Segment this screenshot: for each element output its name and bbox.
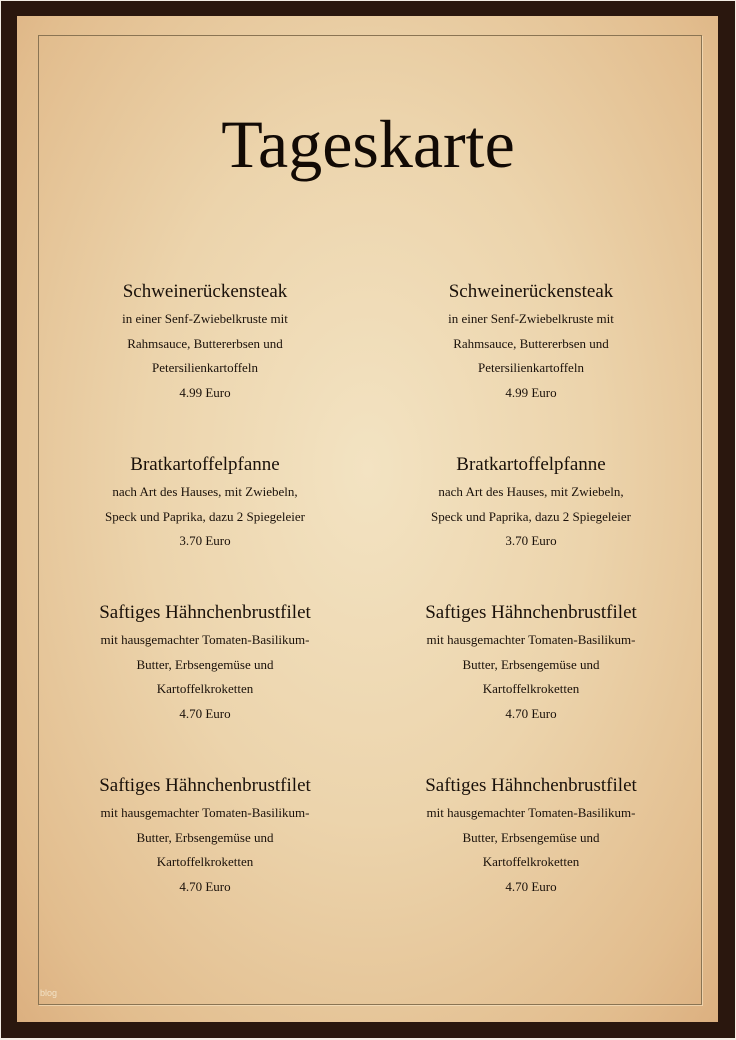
dish-description: Butter, Erbsengemüse und: [462, 656, 600, 672]
dish-item: [55, 280, 355, 406]
dish-description: mit hausgemachter Tomaten-Basilikum-: [100, 805, 310, 820]
dish-item: [381, 774, 681, 900]
dish-price: 4.70 Euro: [505, 706, 557, 722]
dish-description: Butter, Erbsengemüse und: [136, 829, 274, 845]
dish-description: Rahmsauce, Buttererbsen und: [453, 335, 609, 351]
dish-name: Schweinerückensteak: [448, 281, 614, 302]
dish-item: [55, 453, 355, 554]
dish-description: mit hausgemachter Tomaten-Basilikum-: [100, 632, 310, 647]
dish-price: 4.70 Euro: [179, 706, 231, 722]
dish-description: nach Art des Hauses, mit Zwiebeln,: [112, 484, 298, 499]
dish-description: Kartoffelkroketten: [156, 681, 254, 697]
dish-description: in einer Senf-Zwiebelkruste mit: [122, 311, 288, 326]
dish-description: Petersilienkartoffeln: [478, 360, 584, 376]
page-title: Tageskarte: [221, 106, 515, 182]
dish-price: 4.70 Euro: [505, 879, 557, 895]
dish-description: Kartoffelkroketten: [482, 681, 580, 697]
dish-price: 4.99 Euro: [179, 385, 231, 401]
dish-name: Bratkartoffelpfanne: [130, 454, 280, 475]
watermark-text: blog: [40, 988, 58, 998]
dish-item: [55, 774, 355, 900]
dish-description: Kartoffelkroketten: [482, 854, 580, 870]
dish-name: Bratkartoffelpfanne: [456, 454, 606, 475]
dish-description: nach Art des Hauses, mit Zwiebeln,: [438, 484, 624, 499]
dish-item: [381, 280, 681, 406]
dish-name: Saftiges Hähnchenbrustfilet: [99, 602, 311, 623]
dish-item: [55, 601, 355, 727]
dish-description: Speck und Paprika, dazu 2 Spiegeleier: [105, 508, 305, 524]
dish-item: [381, 601, 681, 727]
dish-description: mit hausgemachter Tomaten-Basilikum-: [426, 805, 636, 820]
dish-name: Saftiges Hähnchenbrustfilet: [425, 775, 637, 796]
dish-price: 4.99 Euro: [505, 385, 557, 401]
dish-description: Kartoffelkroketten: [156, 854, 254, 870]
dish-description: mit hausgemachter Tomaten-Basilikum-: [426, 632, 636, 647]
dish-description: in einer Senf-Zwiebelkruste mit: [448, 311, 614, 326]
dish-description: Speck und Paprika, dazu 2 Spiegeleier: [431, 508, 631, 524]
dish-name: Saftiges Hähnchenbrustfilet: [425, 602, 637, 623]
dish-description: Rahmsauce, Buttererbsen und: [127, 335, 283, 351]
dish-price: 3.70 Euro: [179, 533, 231, 549]
dish-description: Petersilienkartoffeln: [152, 360, 258, 376]
dish-price: 3.70 Euro: [505, 533, 557, 549]
dish-item: [381, 453, 681, 554]
dish-price: 4.70 Euro: [179, 879, 231, 895]
dish-name: Schweinerückensteak: [122, 281, 288, 302]
dish-description: Butter, Erbsengemüse und: [462, 829, 600, 845]
dish-description: Butter, Erbsengemüse und: [136, 656, 274, 672]
dish-name: Saftiges Hähnchenbrustfilet: [99, 775, 311, 796]
